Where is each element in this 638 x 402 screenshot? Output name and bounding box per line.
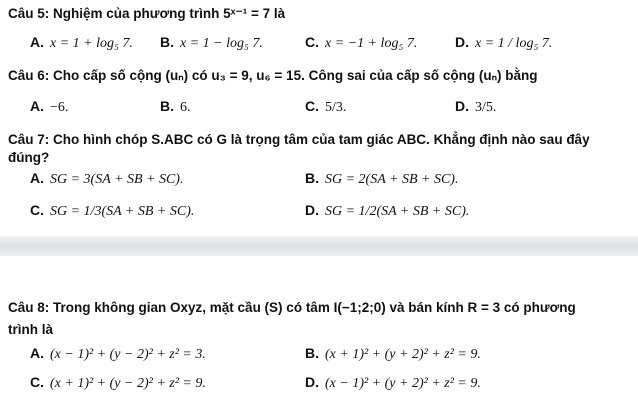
q6-option-a[interactable]: A. −6. — [30, 98, 69, 115]
q5-option-c[interactable]: C. x = −1 + log₅ 7. — [305, 34, 418, 51]
q5-text: Nghiệm của phương trình 5ˣ⁻¹ = 7 là — [53, 6, 286, 21]
q6-option-d[interactable]: D. 3/5. — [455, 98, 497, 115]
q7-option-d[interactable]: D. SG = 1/2(SA + SB + SC). — [305, 202, 470, 219]
q7-label: Câu 7: — [8, 132, 50, 147]
q7-stem — [8, 132, 590, 147]
q7-option-c[interactable]: C. SG = 1/3(SA + SB + SC). — [30, 202, 195, 219]
q7-text-line2: đúng? — [8, 150, 50, 165]
q8-option-a[interactable]: A. (x − 1)² + (y − 2)² + z² = 3. — [30, 345, 206, 362]
q8-option-d[interactable]: D. (x − 1)² + (y + 2)² + z² = 9. — [305, 374, 481, 391]
q6-label: Câu 6: — [8, 68, 50, 83]
q6-option-b[interactable]: B. 6. — [160, 98, 191, 115]
q6-text: Cho cấp số cộng (uₙ) có u₃ = 9, u₆ = 15. Công sai của cấp số cộng (uₙ) bằng — [53, 68, 538, 83]
q8-option-b[interactable]: B. (x + 1)² + (y + 2)² + z² = 9. — [305, 345, 481, 362]
q8-label: Câu 8: — [8, 300, 50, 315]
q7-option-b[interactable]: B. SG = 2(SA + SB + SC). — [305, 170, 459, 187]
q8-option-c[interactable]: C. (x + 1)² + (y − 2)² + z² = 9. — [30, 374, 206, 391]
q8-text-line1: Trong không gian Oxyz, mặt cầu (S) có tâm I(−1;2;0) và bán kính R = 3 có phương — [53, 300, 576, 315]
q5-label: Câu 5: — [8, 6, 50, 21]
q6-stem — [8, 68, 537, 84]
q7-option-a[interactable]: A. SG = 3(SA + SB + SC). — [30, 170, 184, 187]
page-separator — [0, 236, 638, 256]
q5-option-a[interactable]: A. x = 1 + log₅ 7. — [30, 34, 133, 51]
q8-stem — [8, 300, 576, 315]
q7-text-line1: Cho hình chóp S.ABC có G là trọng tâm của tam giác ABC. Khẳng định nào sau đây — [53, 132, 590, 147]
q5-stem — [8, 6, 285, 22]
q8-text-line2: trình là — [8, 322, 54, 337]
q5-option-b[interactable]: B. x = 1 − log₅ 7. — [160, 34, 263, 51]
q6-option-c[interactable]: C. 5/3. — [305, 98, 347, 115]
q5-option-d[interactable]: D. x = 1 / log₅ 7. — [455, 34, 553, 51]
